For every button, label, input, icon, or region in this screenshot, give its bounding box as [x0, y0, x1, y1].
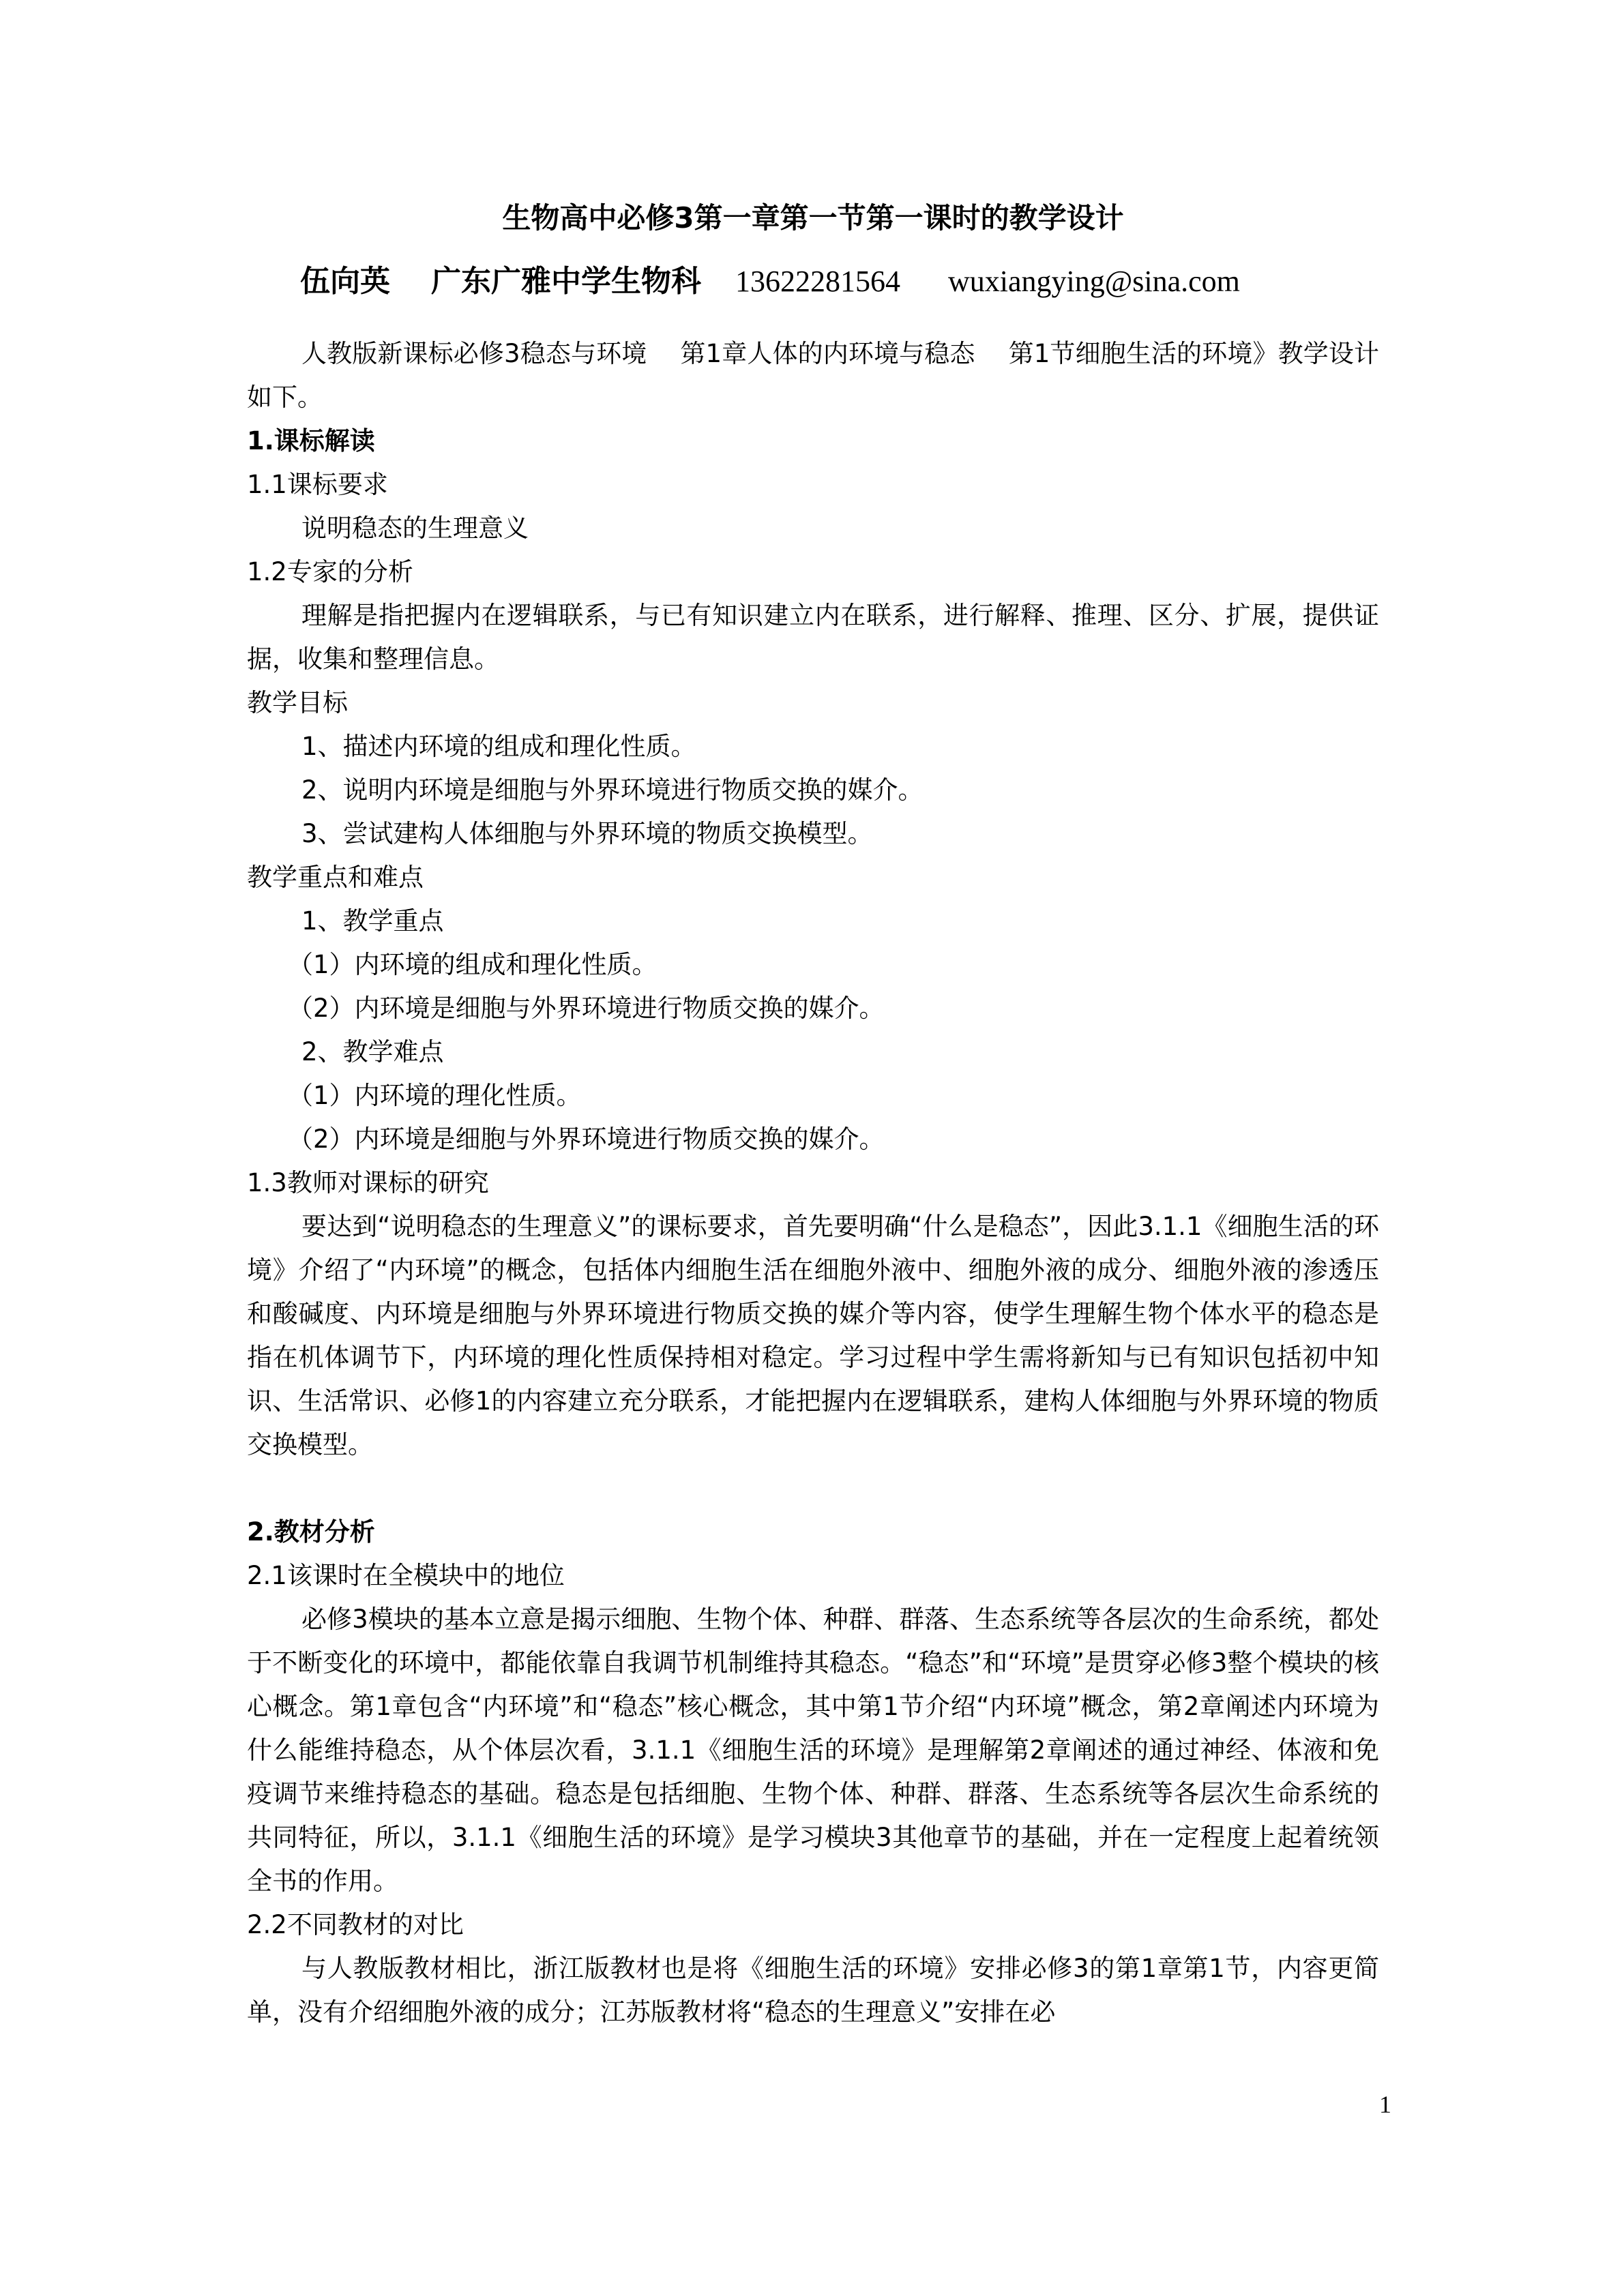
difficult-points-label: 2、教学难点: [301, 1037, 444, 1067]
section-spacer: [247, 1467, 1379, 1510]
section-1-1-heading: 1.1课标要求: [247, 470, 388, 499]
section-2-2-text: 与人教版教材相比，浙江版教材也是将《细胞生活的环境》安排必修3的第1章第1节，内容更简单，没有介绍细胞外液的成分；江苏版教材将“稳态的生理意义”安排在必: [247, 1954, 1379, 2027]
section-1-1-text: 说明稳态的生理意义: [301, 513, 529, 543]
document-title: 生物高中必修3第一章第一节第一课时的教学设计: [502, 201, 1124, 235]
difficult-point-item: （2）内环境是细胞与外界环境进行物质交换的媒介。: [288, 1124, 885, 1154]
goal-item: 2、说明内环境是细胞与外界环境进行物质交换的媒介。: [301, 775, 924, 805]
author-school: 广东广雅中学生物科: [431, 264, 701, 299]
section-2-heading: 2.教材分析: [247, 1517, 375, 1547]
author-line: [300, 263, 1378, 301]
intro-paragraph: 人教版新课标必修3稳态与环境 第1章人体的内环境与稳态 第1节细胞生活的环境》教学设计如下。: [247, 339, 1379, 412]
section-1-3-text: 要达到“说明稳态的生理意义”的课标要求，首先要明确“什么是稳态”，因此3.1.1《细胞生活的环境》介绍了“内环境”的概念，包括体内细胞生活在细胞外液中、细胞外液的成分、细胞外液的渗透压和酸碱度、内环境是细胞与外界环境进行物质交换的媒介等内容，使学生理解生物个体水平的稳态是指在机体调节下，内环境的理化性质保持相对稳定。学习过程中学生需将新知与已有知识包括初中知识、生活常识、必修1的内容建立充分联系，才能把握内在逻辑联系，建构人体细胞与外界环境的物质交换模型。: [247, 1212, 1379, 1459]
author-phone: 13622281564: [735, 265, 900, 298]
page-number: 1: [1379, 2091, 1391, 2118]
key-point-item: （1）内环境的组成和理化性质。: [288, 950, 658, 979]
key-points-label: 1、教学重点: [301, 906, 444, 936]
difficult-point-item: （1）内环境的理化性质。: [288, 1081, 582, 1110]
keys-heading: 教学重点和难点: [247, 863, 424, 892]
section-1-heading: 1.课标解读: [247, 426, 375, 456]
section-2-2-heading: 2.2不同教材的对比: [247, 1910, 464, 1939]
section-1-2-text: 理解是指把握内在逻辑联系，与已有知识建立内在联系，进行解释、推理、区分、扩展，提供证据，收集和整理信息。: [247, 601, 1379, 674]
author-email[interactable]: wuxiangying@sina.com: [948, 265, 1240, 298]
author-name: 伍向英: [300, 264, 390, 299]
section-2-1-heading: 2.1该课时在全模块中的地位: [247, 1561, 565, 1590]
key-point-item: （2）内环境是细胞与外界环境进行物质交换的媒介。: [288, 994, 885, 1023]
document-body: [247, 332, 1379, 2034]
goal-item: 1、描述内环境的组成和理化性质。: [301, 732, 696, 761]
section-2-1-text: 必修3模块的基本立意是揭示细胞、生物个体、种群、群落、生态系统等各层次的生命系统，都处于不断变化的环境中，都能依靠自我调节机制维持其稳态。“稳态”和“环境”是贯穿必修3整个模块的核心概念。第1章包含“内环境”和“稳态”核心概念，其中第1节介绍“内环境”概念，第2章阐述内环境为什么能维持稳态，从个体层次看，3.1.1《细胞生活的环境》是理解第2章阐述的通过神经、体液和免疫调节来维持稳态的基础。稳态是包括细胞、生物个体、种群、群落、生态系统等各层次生命系统的共同特征，所以，3.1.1《细胞生活的环境》是学习模块3其他章节的基础，并在一定程度上起着统领全书的作用。: [247, 1605, 1379, 1896]
section-1-3-heading: 1.3教师对课标的研究: [247, 1168, 489, 1197]
goals-heading: 教学目标: [247, 688, 348, 717]
goal-item: 3、尝试建构人体细胞与外界环境的物质交换模型。: [301, 819, 873, 848]
section-1-2-heading: 1.2专家的分析: [247, 557, 413, 586]
